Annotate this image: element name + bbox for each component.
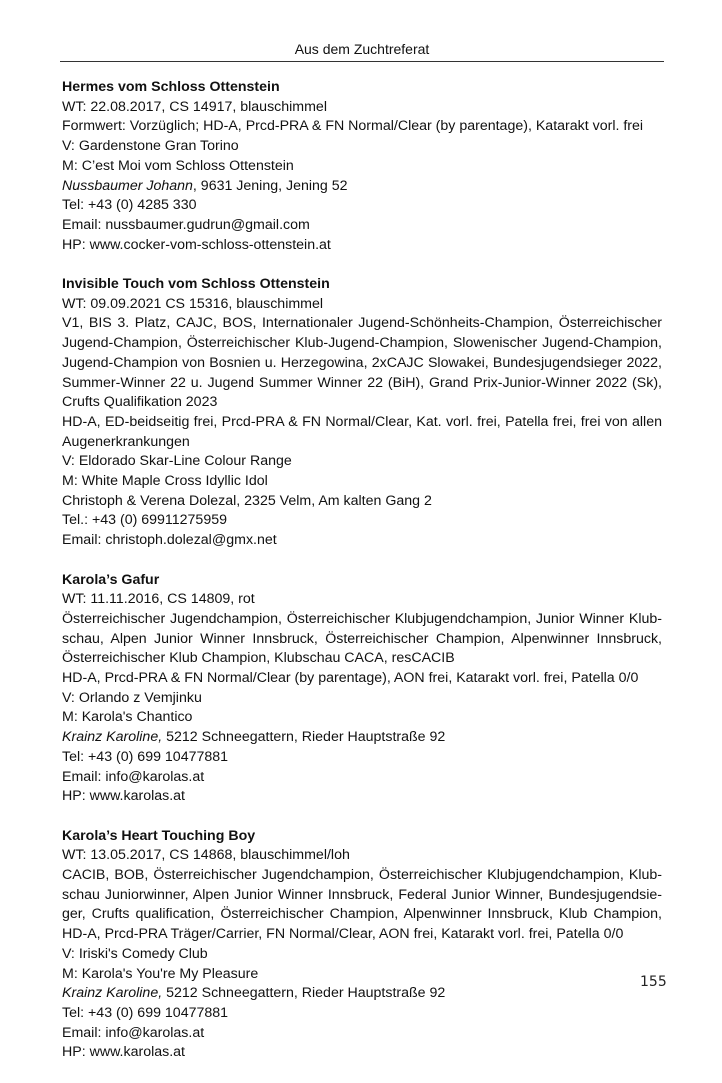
dog-mother: M: White Maple Cross Idyllic Idol [62,473,268,490]
header-rule [60,61,664,62]
dog-name: Hermes vom Schloss Ottenstein [62,79,280,95]
owner-name: Krainz Karoline, [62,985,163,1002]
dog-homepage: HP: www.karolas.at [62,788,185,805]
dog-details: Formwert: Vorzüglich; HD-A, Prcd-PRA & FN Normal/Clear (by parentage), Katarakt vorl. frei [62,118,644,135]
dog-name: Karola’s Gafur [62,571,160,588]
dog-homepage: HP: www.cocker-vom-schloss-ottenstein.at [62,236,331,253]
dog-details: Österreichischer Jugendchampion, Österreichischer Klubjugendchampion, Junior Winner Klub-schau, Alpen Junior Winner Innsbruck, Österreichischer Champion, Alpenwinner Innsbruck, Österreichischer Klub Champion, Klubschau CACA, resCACIB [62,610,662,667]
dog-entry-invisible-touch [62,275,662,551]
dog-owner [62,728,662,748]
dog-email: Email: info@karolas.at [62,1024,205,1041]
owner-address: 5212 Schneegattern, Rieder Hauptstraße 92 [162,729,446,746]
running-header: Aus dem Zuchtreferat [294,41,430,57]
dog-wt: WT: 22.08.2017, CS 14917, blauschimmel [62,98,327,115]
dog-owner: Christoph & Verena Dolezal, 2325 Velm, Am kalten Gang 2 [62,492,432,509]
dog-tel: Tel.: +43 (0) 69911275959 [62,512,227,529]
dog-wt: WT: 09.09.2021 CS 15316, blauschimmel [62,295,324,312]
dog-tel: Tel: +43 (0) 699 10477881 [62,748,229,765]
dog-details: CACIB, BOB, Österreichischer Jugendchampion, Österreichischer Klubjugendchampion, Klub-schau Juniorwinner, Alpen Junior Winner Innsbruck, Federal Junior Winner, Bundesjugendsie-ger, Crufts qualification, Österreichischer Champion, Alpenwinner Innsbruck, Klub Champion, HD-A, Prcd-PRA Träger/Carrier, FN Normal/Clear, AON frei, Katarakt vorl. frei, Patella 0/0 [62,867,662,943]
dog-health: HD-A, Prcd-PRA & FN Normal/Clear (by parentage), AON frei, Katarakt vorl. frei, Patella 0/0 [62,670,639,687]
dog-mother: M: C’est Moi vom Schloss Ottenstein [62,157,294,174]
dog-email: Email: info@karolas.at [62,768,205,785]
dog-owner [62,177,662,197]
dog-name: Invisible Touch vom Schloss Ottenstein [62,276,330,293]
dog-tel: Tel: +43 (0) 699 10477881 [62,1005,229,1021]
dog-entry-hermes [62,78,662,255]
owner-address: , 9631 Jening, Jening 52 [192,177,348,194]
dog-father: V: Eldorado Skar-Line Colour Range [62,453,292,470]
dog-entry-karolas-gafur [62,571,662,807]
dog-owner [62,984,662,1004]
dog-email: Email: christoph.dolezal@gmx.net [62,532,277,549]
dog-mother: M: Karola's Chantico [62,709,193,726]
dog-name: Karola’s Heart Touching Boy [62,827,256,844]
dog-wt: WT: 11.11.2016, CS 14809, rot [62,591,255,608]
dog-email: Email: nussbaumer.gudrun@gmail.com [62,216,310,233]
owner-address: 5212 Schneegattern, Rieder Hauptstraße 92 [162,985,446,1002]
dog-mother: M: Karola's You're My Pleasure [62,965,259,982]
dog-father: V: Orlando z Vemjinku [62,689,202,706]
dog-father: V: Iriski's Comedy Club [62,945,208,962]
dog-entry-karolas-heart-touching-boy [62,827,662,1063]
dog-details: V1, BIS 3. Platz, CAJC, BOS, Internationaler Jugend-Schönheits-Champion, Österreichischer Jugend-Champion, Österreichischer Klub-Jugend-Champion, Slowenischer Jugend-Champion, Jugend-Champion von Bosnien u. Herzegowina, 2xCAJC Slowakei, Bundesjugendsieger 2022, Summer-Winner 22 u. Jugend Summer Winner 22 (BiH), Grand Prix-Junior-Winner 2022 (Sk), Crufts Qualifikation 2023 [62,315,662,411]
dog-tel: Tel: +43 (0) 4285 330 [62,197,197,214]
dog-father: V: Gardenstone Gran Torino [62,138,239,155]
entries-list [62,78,662,1083]
dog-health: HD-A, ED-beidseitig frei, Prcd-PRA & FN Normal/Clear, Kat. vorl. frei, Patella frei, frei von allen Augenerkrankungen [62,413,662,450]
dog-homepage: HP: www.karolas.at [62,1044,185,1061]
owner-name: Nussbaumer Johann [62,177,193,194]
page-number: 155 [640,974,667,990]
dog-wt: WT: 13.05.2017, CS 14868, blauschimmel/loh [62,847,350,864]
owner-name: Krainz Karoline, [62,729,163,746]
